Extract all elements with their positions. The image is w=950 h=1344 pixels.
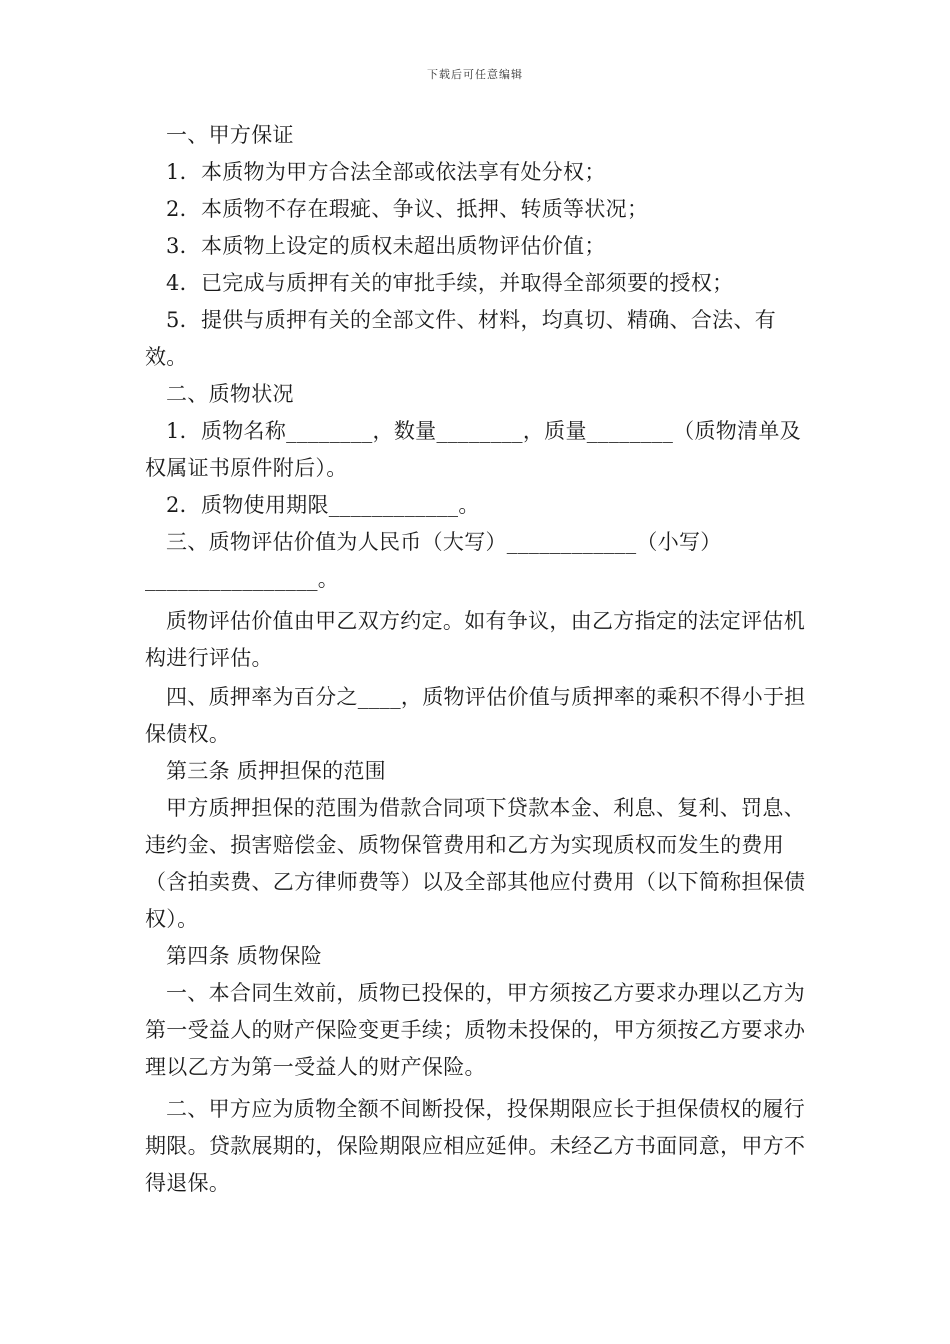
section-heading-guarantee: 一、甲方保证 bbox=[166, 123, 294, 147]
clause-paragraph: 质物评估价值由甲乙双方约定。如有争议，由乙方指定的法定评估机构进行评估。 bbox=[145, 609, 805, 670]
clause-pledge-rate: 四、质押率为百分之____，质物评估价值与质押率的乘积不得小于担保债权。 bbox=[145, 685, 806, 746]
section-heading-collateral-status: 二、质物状况 bbox=[166, 382, 294, 406]
document-body bbox=[145, 117, 813, 1202]
article-heading-scope: 第三条 质押担保的范围 bbox=[166, 759, 386, 783]
clause-item: 4．已完成与质押有关的审批手续，并取得全部须要的授权； bbox=[166, 271, 734, 295]
article-heading-insurance: 第四条 质物保险 bbox=[166, 944, 323, 968]
clause-item: 5．提供与质押有关的全部文件、材料，均真切、精确、合法、有效。 bbox=[145, 308, 777, 369]
clause-paragraph: 一、本合同生效前，质物已投保的，甲方须按乙方要求办理以乙方为第一受益人的财产保险变更手续；质物未投保的，甲方须按乙方要求办理以乙方为第一受益人的财产保险。 bbox=[145, 981, 806, 1079]
clause-paragraph: 二、甲方应为质物全额不间断投保，投保期限应长于担保债权的履行期限。贷款展期的，保险期限应相应延伸。未经乙方书面同意，甲方不得退保。 bbox=[145, 1097, 806, 1195]
clause-item: 2．质物使用期限____________。 bbox=[166, 493, 480, 517]
clause-item: 1．本质物为甲方合法全部或依法享有处分权； bbox=[166, 160, 606, 184]
clause-item: 1．质物名称________，数量________，质量________（质物清单及权属证书原件附后）。 bbox=[145, 419, 801, 480]
clause-item: 3．本质物上设定的质权未超出质物评估价值； bbox=[166, 234, 606, 258]
clause-valuation: 三、质物评估价值为人民币（大写）____________（小写）________________。 bbox=[145, 530, 722, 591]
clause-paragraph: 甲方质押担保的范围为借款合同项下贷款本金、利息、复利、罚息、违约金、损害赔偿金、质物保管费用和乙方为实现质权而发生的费用（含拍卖费、乙方律师费等）以及全部其他应付费用（以下简称担保债权）。 bbox=[145, 796, 806, 931]
clause-item: 2．本质物不存在瑕疵、争议、抵押、转质等状况； bbox=[166, 197, 649, 221]
page-header: 下载后可任意编辑 bbox=[427, 68, 523, 81]
